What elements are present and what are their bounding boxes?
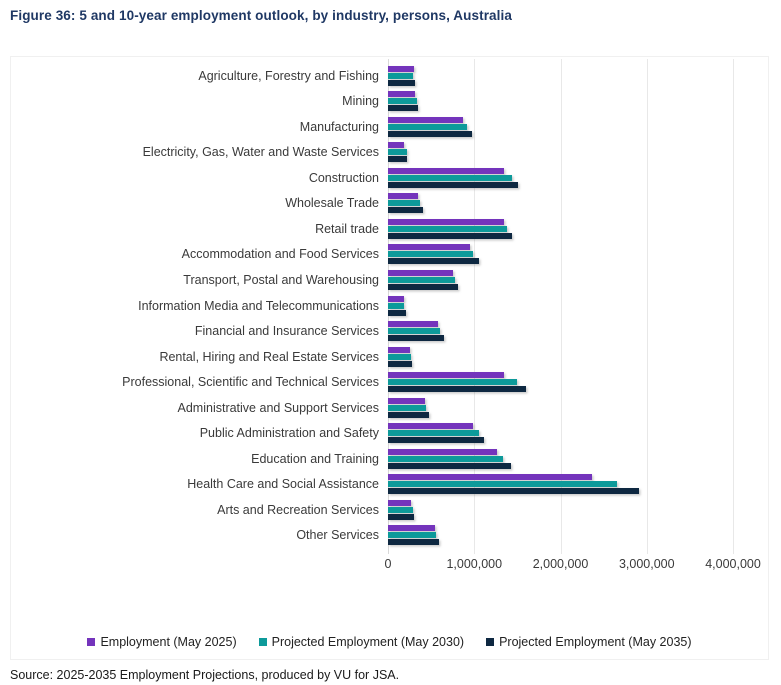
bar: [388, 379, 517, 385]
bar: [388, 296, 404, 302]
gridline: [733, 59, 734, 554]
bar: [388, 73, 413, 79]
category-label: Arts and Recreation Services: [217, 502, 379, 517]
bar-group: [388, 344, 733, 370]
chart-row: [11, 191, 768, 217]
bar: [388, 149, 407, 155]
bar: [388, 233, 512, 239]
legend-item: [259, 635, 464, 649]
x-axis: [384, 557, 761, 573]
bar: [388, 354, 411, 360]
bar-group: [388, 242, 733, 268]
bar: [388, 258, 479, 264]
bar: [388, 525, 435, 531]
x-tick-label: 1,000,000: [446, 557, 503, 571]
category-label: Retail trade: [315, 221, 379, 236]
bar-group: [388, 497, 733, 523]
x-tick-label: 3,000,000: [618, 557, 675, 571]
bar: [388, 303, 404, 309]
bar: [388, 412, 429, 418]
bar-group: [388, 420, 733, 446]
bar: [388, 500, 411, 506]
chart-row: [11, 369, 768, 395]
x-tick-label: 4,000,000: [705, 557, 761, 571]
bar: [388, 66, 414, 72]
category-label: Electricity, Gas, Water and Waste Services: [142, 145, 379, 160]
chart-row: [11, 165, 768, 191]
category-label: Health Care and Social Assistance: [187, 477, 379, 492]
bar: [388, 507, 413, 513]
category-label: Agriculture, Forestry and Fishing: [198, 68, 379, 83]
bar: [388, 219, 504, 225]
category-label: Other Services: [296, 528, 379, 543]
bar: [388, 226, 507, 232]
bar: [388, 175, 512, 181]
legend-item: [486, 635, 691, 649]
bar: [388, 398, 425, 404]
bar: [388, 539, 439, 545]
bar-group: [388, 318, 733, 344]
bar-group: [388, 191, 733, 217]
legend-item: [87, 635, 236, 649]
legend-label: Projected Employment (May 2030): [271, 635, 465, 649]
bar: [388, 449, 497, 455]
bar: [388, 251, 473, 257]
bar-group: [388, 446, 733, 472]
source-note: Source: 2025-2035 Employment Projections, produced by VU for JSA.: [10, 668, 400, 682]
bar: [388, 105, 418, 111]
bar: [388, 207, 423, 213]
bar: [388, 423, 473, 429]
bar: [388, 277, 455, 283]
category-label: Information Media and Telecommunications: [138, 298, 379, 313]
category-label: Accommodation and Food Services: [181, 247, 379, 262]
chart-row: [11, 267, 768, 293]
bar-group: [388, 216, 733, 242]
category-label: Professional, Scientific and Technical Services: [122, 375, 379, 390]
bar-group: [388, 395, 733, 421]
chart-row: [11, 114, 768, 140]
bar: [388, 193, 418, 199]
bar-group: [388, 267, 733, 293]
bar: [388, 532, 436, 538]
bar-group: [388, 114, 733, 140]
bar-group: [388, 293, 733, 319]
chart-row: [11, 420, 768, 446]
bar: [388, 514, 414, 520]
bar: [388, 310, 406, 316]
chart-area: [10, 56, 769, 660]
chart-row: [11, 395, 768, 421]
bar-group: [388, 165, 733, 191]
bar: [388, 474, 592, 480]
bar: [388, 463, 511, 469]
chart-row: [11, 318, 768, 344]
category-label: Education and Training: [251, 451, 379, 466]
chart-row: [11, 140, 768, 166]
x-tick-label: 0: [384, 557, 392, 571]
bar: [388, 142, 404, 148]
bar: [388, 372, 504, 378]
bar: [388, 328, 440, 334]
bar: [388, 361, 412, 367]
category-label: Wholesale Trade: [285, 196, 379, 211]
chart-row: [11, 63, 768, 89]
chart-row: [11, 497, 768, 523]
bar: [388, 91, 415, 97]
bar-group: [388, 89, 733, 115]
legend: [11, 635, 768, 649]
chart-row: [11, 523, 768, 549]
bar-group: [388, 472, 733, 498]
bar: [388, 80, 415, 86]
category-label: Mining: [342, 94, 379, 109]
bar: [388, 270, 453, 276]
legend-swatch-icon: [486, 638, 494, 646]
bar: [388, 200, 420, 206]
category-label: Administrative and Support Services: [177, 400, 379, 415]
bar: [388, 405, 426, 411]
category-label: Rental, Hiring and Real Estate Services: [159, 349, 379, 364]
bar: [388, 131, 472, 137]
bar: [388, 117, 463, 123]
chart-row: [11, 293, 768, 319]
legend-label: Employment (May 2025): [100, 635, 237, 649]
bar-group: [388, 63, 733, 89]
bar: [388, 347, 410, 353]
chart-row: [11, 446, 768, 472]
chart-row: [11, 89, 768, 115]
figure-title: Figure 36: 5 and 10-year employment outlook, by industry, persons, Australia: [10, 8, 512, 23]
bar: [388, 284, 458, 290]
legend-swatch-icon: [259, 638, 267, 646]
bar-group: [388, 523, 733, 549]
category-label: Transport, Postal and Warehousing: [183, 273, 379, 288]
chart-row: [11, 242, 768, 268]
bar: [388, 335, 444, 341]
bar: [388, 488, 639, 494]
legend-label: Projected Employment (May 2035): [499, 635, 692, 649]
chart-row: [11, 472, 768, 498]
category-label: Manufacturing: [299, 119, 379, 134]
bar: [388, 437, 484, 443]
bar-group: [388, 369, 733, 395]
x-tick-label: 2,000,000: [532, 557, 589, 571]
bar: [388, 321, 438, 327]
chart-row: [11, 344, 768, 370]
bar: [388, 182, 518, 188]
category-label: Public Administration and Safety: [199, 426, 379, 441]
category-label: Financial and Insurance Services: [194, 324, 379, 339]
bar-rows: [11, 63, 768, 548]
bar: [388, 168, 504, 174]
bar: [388, 98, 417, 104]
legend-swatch-icon: [87, 638, 95, 646]
bar: [388, 430, 479, 436]
chart-row: [11, 216, 768, 242]
bar: [388, 456, 503, 462]
bar: [388, 124, 467, 130]
bar: [388, 156, 407, 162]
bar-group: [388, 140, 733, 166]
bar: [388, 481, 617, 487]
bar: [388, 244, 470, 250]
plot-area: [11, 63, 768, 548]
category-label: Construction: [308, 170, 379, 185]
bar: [388, 386, 526, 392]
